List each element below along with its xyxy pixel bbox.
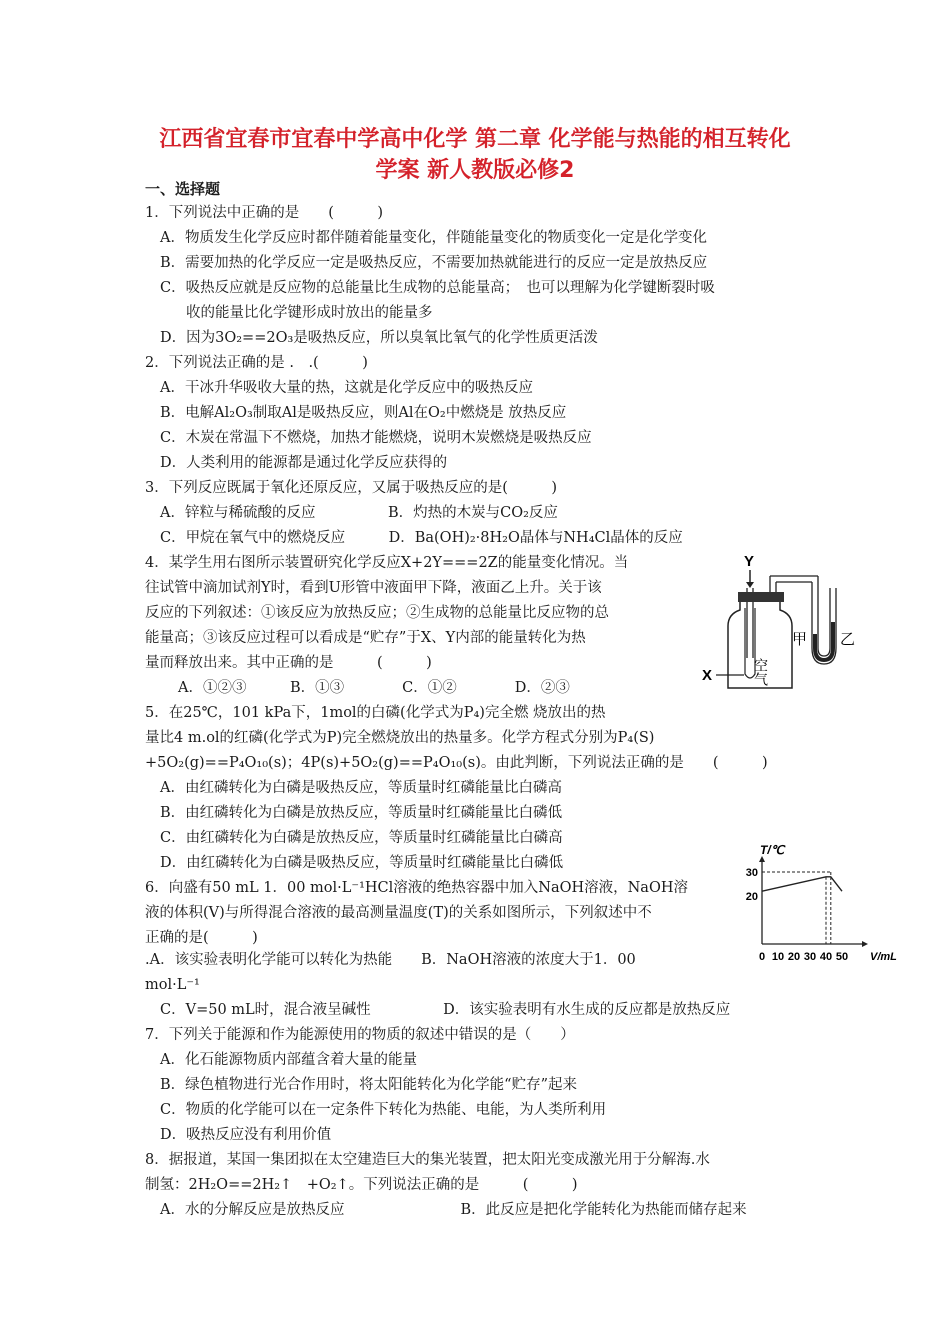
text-line: D．因为3O₂==2O₃是吸热反应，所以臭氧比氧气的化学性质更活泼 bbox=[160, 330, 598, 346]
temperature-volume-chart bbox=[740, 842, 897, 963]
x-tick-label: 20 bbox=[787, 951, 801, 963]
x-tick-label: 10 bbox=[771, 951, 785, 963]
text-line: C．V=50 mL时，混合液呈碱性 D．该实验表明有水生成的反应都是放热反应 bbox=[160, 1002, 731, 1018]
text-line: 6．向盛有50 mL 1．00 mol·L⁻¹HCl溶液的绝热容器中加入NaOH溶液，NaOH溶 bbox=[145, 880, 688, 896]
text-line: 正确的是( ) bbox=[145, 930, 258, 946]
y-tick-label: 20 bbox=[745, 891, 758, 903]
y-tick-label: 30 bbox=[745, 867, 758, 879]
text-line: 反应的下列叙述：①该反应为放热反应；②生成物的总能量比反应物的总 bbox=[145, 605, 609, 621]
text-line: C．甲烷在氧气中的燃烧反应 D．Ba(OH)₂·8H₂O晶体与NH₄Cl晶体的反应 bbox=[160, 530, 683, 546]
x-axis-label: V/mL bbox=[870, 951, 897, 963]
doc-title-line2: 学案 新人教版必修2 bbox=[375, 158, 575, 183]
apparatus-label-y: Y bbox=[744, 553, 755, 570]
text-line: 液的体积(V)与所得混合溶液的最高测量温度(T)的关系如图所示，下列叙述中不 bbox=[145, 905, 652, 921]
apparatus-label-jia: 甲 bbox=[792, 630, 808, 648]
x-axis-arrow-icon bbox=[862, 941, 868, 947]
text-line: B．由红磷转化为白磷是放热反应，等质量时红磷能量比白磷低 bbox=[160, 805, 563, 821]
apparatus-label-air: 空气 bbox=[752, 658, 768, 686]
doc-title-line1: 江西省宜春市宜春中学高中化学 第二章 化学能与热能的相互转化 bbox=[159, 127, 791, 152]
text-line: 收的能量比化学键形成时放出的能量多 bbox=[186, 305, 433, 321]
text-line: A．物质发生化学反应时都伴随着能量变化，伴随能量变化的物质变化一定是化学变化 bbox=[160, 230, 707, 246]
text-line: C．物质的化学能可以在一定条件下转化为热能、电能，为人类所利用 bbox=[160, 1102, 607, 1118]
text-line: 2．下列说法正确的是 . .( ) bbox=[145, 355, 368, 371]
text-line: 4．某学生用右图所示装置研究化学反应X+2Y===2Z的能量变化情况。当 bbox=[145, 555, 629, 571]
text-line: 量比4 m.ol的红磷(化学式为P)完全燃烧放出的热量多。化学方程式分别为P₄(S) bbox=[145, 730, 655, 746]
text-line: B．绿色植物进行光合作用时，将太阳能转化为化学能“贮存”起来 bbox=[160, 1077, 577, 1093]
text-line: D．人类利用的能源都是通过化学反应获得的 bbox=[160, 455, 448, 471]
x-tick-label: 50 bbox=[835, 951, 849, 963]
text-line: 能量高；③该反应过程可以看成是“贮存”于X、Y内部的能量转化为热 bbox=[145, 630, 586, 646]
text-line: D．吸热反应没有利用价值 bbox=[160, 1127, 332, 1143]
text-line: D．由红磷转化为白磷是吸热反应，等质量时红磷能量比白磷低 bbox=[160, 855, 564, 871]
text-line: A．干冰升华吸收大量的热，这就是化学反应中的吸热反应 bbox=[160, 380, 533, 396]
text-line: C．由红磷转化为白磷是放热反应，等质量时红磷能量比白磷高 bbox=[160, 830, 563, 846]
text-line: A．①②③ B．①③ C．①② D．②③ bbox=[178, 680, 570, 696]
apparatus-figure bbox=[700, 548, 870, 698]
text-line: +5O₂(g)==P₄O₁₀(s)；4P(s)+5O₂(g)==P₄O₁₀(s)。由此判断，下列说法正确的是 ( ) bbox=[145, 755, 768, 771]
text-line: mol·L⁻¹ bbox=[145, 977, 200, 993]
text-line: 5．在25℃，101 kPa下，1mol的白磷(化学式为P₄)完全燃 烧放出的热 bbox=[145, 705, 606, 721]
text-line: 制氢：2H₂O==2H₂↑ +O₂↑。下列说法正确的是 ( ) bbox=[145, 1177, 578, 1193]
x-tick-label: 40 bbox=[819, 951, 833, 963]
text-line: B．需要加热的化学反应一定是吸热反应，不需要加热就能进行的反应一定是放热反应 bbox=[160, 255, 708, 271]
text-line: 量而释放出来。其中正确的是 ( ) bbox=[145, 655, 432, 671]
text-line: 往试管中滴加试剂Y时，看到U形管中液面甲下降，液面乙上升。关于该 bbox=[145, 580, 602, 596]
apparatus-label-x: X bbox=[702, 667, 713, 684]
text-line: .A．该实验表明化学能可以转化为热能 B．NaOH溶液的浓度大于1．00 bbox=[145, 952, 636, 968]
text-line: 8．据报道，某国一集团拟在太空建造巨大的集光装置，把太阳光变成激光用于分解海.水 bbox=[145, 1152, 710, 1168]
text-line: 1．下列说法中正确的是 ( ) bbox=[145, 205, 384, 221]
text-line: B．电解Al₂O₃制取Al是吸热反应，则Al在O₂中燃烧是 放热反应 bbox=[160, 405, 567, 421]
x-tick-label: 0 bbox=[758, 951, 766, 963]
text-line: C．吸热反应就是反应物的总能量比生成物的总能量高； 也可以理解为化学键断裂时吸 bbox=[160, 280, 715, 296]
apparatus-label-yi: 乙 bbox=[840, 630, 856, 648]
section-heading: 一、选择题 bbox=[145, 180, 221, 198]
text-line: A．锌粒与稀硫酸的反应 B．灼热的木炭与CO₂反应 bbox=[160, 505, 558, 521]
text-line: A．化石能源物质内部蕴含着大量的能量 bbox=[160, 1052, 417, 1068]
text-line: A．水的分解反应是放热反应 B．此反应是把化学能转化为热能而储存起来 bbox=[160, 1202, 747, 1218]
y-axis-label: T/℃ bbox=[760, 843, 785, 857]
series-line bbox=[762, 877, 842, 891]
text-line: 3．下列反应既属于氧化还原反应，又属于吸热反应的是( ) bbox=[145, 480, 558, 496]
text-line: 7．下列关于能源和作为能源使用的物质的叙述中错误的是（ ） bbox=[145, 1027, 575, 1043]
text-line: A．由红磷转化为白磷是吸热反应，等质量时红磷能量比白磷高 bbox=[160, 780, 562, 796]
x-tick-label: 30 bbox=[803, 951, 817, 963]
text-line: C．木炭在常温下不燃烧，加热才能燃烧，说明木炭燃烧是吸热反应 bbox=[160, 430, 592, 446]
